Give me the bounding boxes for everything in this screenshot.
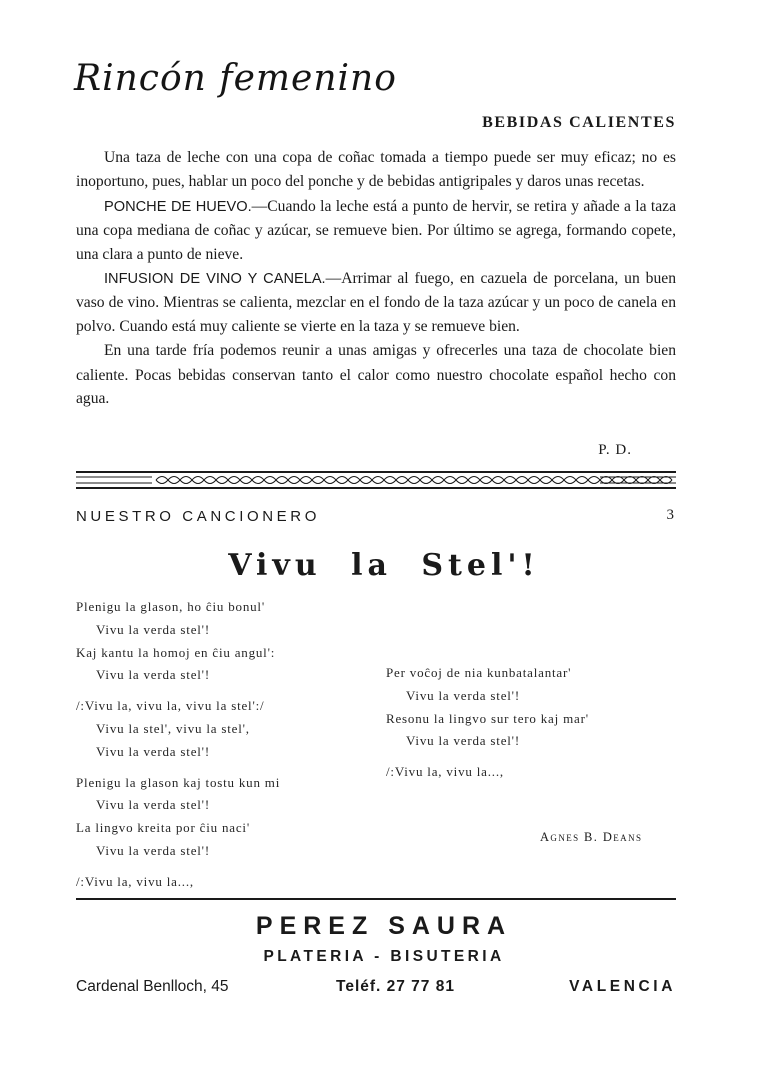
article-paragraph	[76, 339, 676, 410]
advert-business-type: PLATERIA - BISUTERIA	[263, 948, 505, 965]
article-subtitle: BEBIDAS CALIENTES	[482, 114, 676, 131]
lyric-line: La lingvo kreita por ĉiu naci'	[76, 820, 250, 836]
lyrics-right-column	[386, 662, 589, 784]
lyric-line: Vivu la verda stel'!	[96, 797, 210, 813]
lyric-line: /:Vivu la, vivu la...,	[386, 764, 504, 780]
page-number: 3	[666, 507, 674, 523]
lyric-line: /:Vivu la, vivu la, vivu la stel':/	[76, 698, 265, 714]
lyrics-left-column	[76, 596, 280, 894]
stanza-gap	[76, 764, 280, 772]
ornamental-divider	[76, 466, 676, 494]
advert-business-name: PEREZ SAURA	[255, 912, 513, 940]
lyric-line: Vivu la verda stel'!	[406, 733, 520, 749]
article-body	[76, 146, 676, 411]
advert-phone: Teléf. 27 77 81	[336, 978, 455, 995]
recipe-heading: PONCHE DE HUEVO.	[104, 198, 252, 215]
stanza-gap	[386, 753, 589, 761]
recipe-heading: INFUSION DE VINO Y CANELA.	[104, 271, 326, 288]
advert-rule	[76, 898, 676, 900]
advert-city: VALENCIA	[569, 978, 676, 995]
article-paragraph	[76, 195, 676, 266]
lyric-line: Plenigu la glason, ho ĉiu bonul'	[76, 599, 265, 614]
song-title: Vivu la Stel'!	[228, 548, 540, 583]
article-signature: P. D.	[598, 442, 632, 458]
stanza-gap	[76, 687, 280, 695]
lyric-line: Vivu la verda stel'!	[96, 621, 210, 637]
lyric-line: Resonu la lingvo sur tero kaj mar'	[386, 710, 589, 726]
stanza-gap	[76, 863, 280, 871]
lyric-line: Vivu la stel', vivu la stel',	[96, 720, 250, 736]
lyric-line: Vivu la verda stel'!	[96, 842, 210, 858]
lyric-line: Kaj kantu la homoj en ĉiu angul':	[76, 644, 276, 660]
song-author: Agnes B. Deans	[540, 830, 643, 844]
section-label: NUESTRO CANCIONERO	[76, 508, 320, 525]
advert-address: Cardenal Benlloch, 45	[76, 978, 229, 995]
lyric-line: Vivu la verda stel'!	[406, 687, 520, 703]
paragraph-text: —Arrimar al fuego, en cazuela de porcelana, un buen vaso de vino. Mientras se calienta, mezclar en el fondo de la taza azúcar y un poco de canela en polvo. Cuando está muy caliente se vierte en la taza y se remueve bien.	[76, 270, 676, 335]
article-paragraph	[76, 146, 676, 194]
section-title: Rincón femenino	[74, 58, 397, 99]
paragraph-text: —Cuando la leche está a punto de hervir, se retira y añade a la taza una copa mediana de coñac y azúcar, se remueve bien. Por último se agrega, formando copete, una clara a punto de nieve.	[76, 197, 676, 263]
paragraph-text: Una taza de leche con una copa de coñac tomada a tiempo puede ser muy eficaz; no es inoportuno, pues, hablar un poco del ponche y de bebidas antigripales y daros unas recetas.	[76, 149, 676, 191]
lyric-line: Per voĉoj de nia kunbatalantar'	[386, 665, 572, 680]
lyric-line: Plenigu la glason kaj tostu kun mi	[76, 774, 281, 790]
article-paragraph	[76, 267, 676, 338]
paragraph-text: En una tarde fría podemos reunir a unas amigas y ofrecerles una taza de chocolate bien caliente. Pocas bebidas conservan tanto el calor como nuestro chocolate español hecho con agua.	[76, 342, 676, 408]
lyric-line: /:Vivu la, vivu la...,	[76, 873, 194, 889]
lyric-line: Vivu la verda stel'!	[96, 743, 210, 759]
lyric-line: Vivu la verda stel'!	[96, 667, 210, 683]
